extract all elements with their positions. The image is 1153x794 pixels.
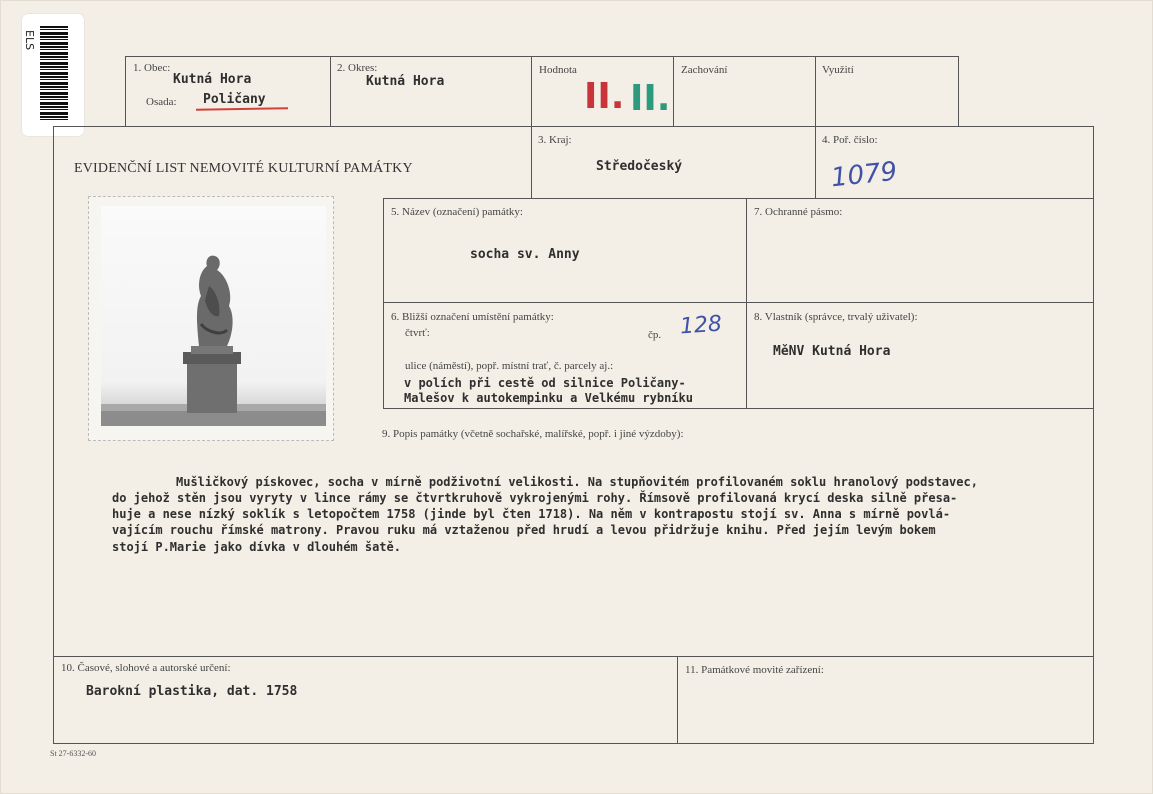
osada-value: Poličany	[203, 92, 266, 107]
form-title: EVIDENČNÍ LIST NEMOVITÉ KULTURNÍ PAMÁTKY	[74, 161, 413, 176]
vyuziti-label: Využití	[822, 64, 854, 76]
rule	[330, 56, 331, 126]
cislo-value: 1079	[829, 156, 899, 194]
statue-icon	[101, 206, 326, 426]
rule	[1093, 126, 1094, 744]
hodnota-label: Hodnota	[539, 64, 577, 76]
kraj-label: 3. Kraj:	[538, 134, 572, 146]
barcode-sticker	[22, 14, 84, 136]
rule	[53, 743, 1094, 744]
rule	[53, 126, 1094, 127]
popis-label: 9. Popis památky (včetně sochařské, malířské, popř. i jiné výzdoby):	[382, 428, 684, 440]
umisteni-line-1: v polích při cestě od silnice Poličany-	[404, 376, 686, 390]
rule	[125, 56, 959, 57]
rule	[383, 198, 384, 408]
cp-label: čp.	[648, 329, 662, 341]
popis-line-2: do jehož stěn jsou vyryty v lince rámy se čtvrtkruhově vykrojenými rohy. Římsově profilovaná krycí deska silně přesa-	[112, 491, 958, 505]
nazev-label: 5. Název (označení) památky:	[391, 206, 523, 218]
popis-line-5: stojí P.Marie jako dívka v dlouhém šatě.	[112, 540, 401, 554]
urceni-value: Barokní plastika, dat. 1758	[86, 684, 298, 699]
rule	[673, 56, 674, 126]
rule	[531, 198, 1093, 199]
rule	[815, 56, 816, 198]
rule	[125, 56, 126, 126]
rule	[383, 198, 531, 199]
rule	[531, 56, 532, 198]
zachovani-label: Zachování	[681, 64, 728, 76]
okres-value: Kutná Hora	[366, 74, 445, 89]
zarizeni-label: 11. Památkové movité zařízení:	[685, 664, 824, 676]
popis-line-3: huje a nese nízký soklík s letopočtem 1758 (jinde byl čten 1718). Na něm v kontrapostu stojí sv. Anna s mírně povlá-	[112, 507, 951, 521]
sticker-code: ELS	[23, 30, 36, 51]
okres-label: 2. Okres:	[337, 62, 378, 74]
barcode-icon	[40, 26, 68, 122]
obec-label: 1. Obec:	[133, 62, 171, 74]
statue-photo	[101, 206, 326, 426]
cp-value: 128	[679, 311, 723, 340]
popis-line-4: vajícím rouchu římské matrony. Pravou ruku má vztaženou před hrudí a levou přidržuje knihu. Před jejím levým bokem	[112, 523, 936, 537]
umisteni-label: 6. Bližší označení umístění památky:	[391, 311, 554, 323]
kraj-value: Středočeský	[596, 159, 683, 174]
cislo-label: 4. Poř. číslo:	[822, 134, 878, 146]
rule	[53, 126, 54, 744]
hodnota-red-mark: II.	[584, 76, 625, 117]
rule	[383, 408, 1093, 409]
osada-label: Osada:	[146, 96, 177, 108]
rule	[53, 656, 1094, 657]
rule	[383, 302, 1093, 303]
footer-code: St 27-6332-60	[50, 749, 96, 758]
obec-value: Kutná Hora	[173, 72, 252, 87]
vlastnik-label: 8. Vlastník (správce, trvalý uživatel):	[754, 311, 918, 323]
rule	[746, 198, 747, 408]
popis-line-1: Mušličkový pískovec, socha v mírně podživotní velikosti. Na stupňovitém profilovaném soklu hranolový podstavec,	[176, 475, 978, 489]
nazev-value: socha sv. Anny	[470, 247, 580, 262]
umisteni-line-2: Malešov k autokempinku a Velkému rybníku	[404, 391, 693, 405]
pasmo-label: 7. Ochranné pásmo:	[754, 206, 843, 218]
rule	[958, 56, 959, 126]
rule	[677, 656, 678, 744]
vlastnik-value: MěNV Kutná Hora	[773, 344, 891, 359]
ctvrt-label: čtvrť:	[405, 327, 430, 339]
urceni-label: 10. Časové, slohové a autorské určení:	[61, 662, 231, 674]
hodnota-green-mark: II.	[630, 78, 671, 119]
ulice-label: ulice (náměstí), popř. místní trať, č. parcely aj.:	[405, 360, 614, 372]
